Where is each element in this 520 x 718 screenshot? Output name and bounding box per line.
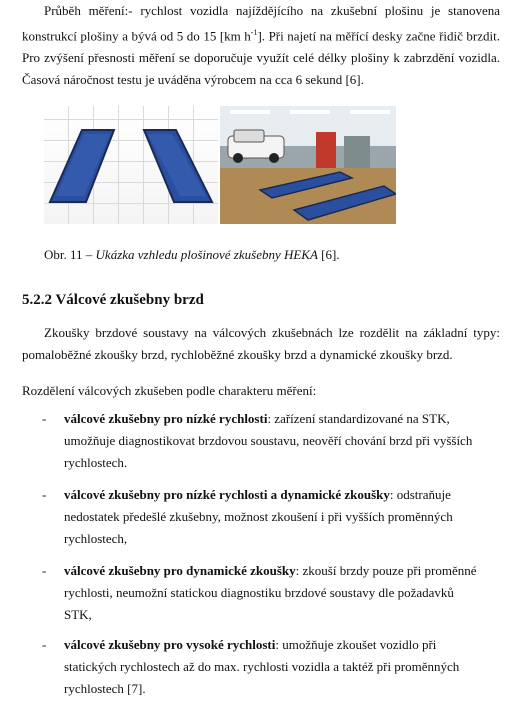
truck-wheel — [233, 153, 243, 163]
ceiling-light — [350, 110, 390, 114]
list-item-text — [64, 560, 484, 626]
superscript-unit: -1 — [250, 28, 258, 37]
paragraph-text-end: ]. Při najetí na měřící desky začne řidič brzdit. Pro zvýšení přesnosti měření se doporučuje využít celé délky plošiny k zabrzdění vozidla. Časová náročnost testu je uváděna výrobcem na cca 6 sekund [6]. — [22, 28, 500, 88]
list-item-text — [64, 484, 484, 550]
paragraph-zkousky: Zkoušky brzdové soustavy na válcových zkušebnách lze rozdělit na základní typy: pomaloběžné zkoušky brzd, rychloběžné zkoušky brzd a dynamické zkoušky brzd. — [22, 325, 500, 362]
list-item-desc: : zařízení standardizované na STK, umožňuje diagnostikovat brzdovou soustavu, neověří chování brzd při vyšších rychlostech. — [64, 411, 473, 470]
truck-wheel — [269, 153, 279, 163]
photo-platform-plates — [44, 106, 218, 224]
caption-title: Ukázka vzhledu plošinové zkušebny HEKA — [95, 247, 318, 262]
list-dash: - — [42, 487, 47, 502]
right-plate-highlight — [148, 134, 206, 196]
ceiling-light — [290, 110, 330, 114]
paragraph-rozdeleni: Rozdělení válcových zkušeben podle charakteru měření: — [22, 383, 317, 398]
list-item-term: válcové zkušebny pro dynamické zkoušky — [64, 563, 296, 578]
list-item-desc: : umožňuje zkoušet vozidlo při statických rychlostech až do max. rychlosti vozidla a taktéž při proměnných rychlostech [7]. — [64, 637, 460, 696]
figure-caption — [44, 246, 484, 264]
list-item-text — [64, 408, 484, 474]
list-dash: - — [42, 563, 47, 578]
list-item-desc: : zkouší brzdy pouze při proměnné rychlosti, neumožní statickou diagnostiku brzdové soustavy dle požadavků STK, — [64, 563, 477, 622]
truck-cabin — [234, 130, 264, 142]
list-item-desc: : odstraňuje nedostatek předešlé zkušebny, možnost zkoušení i při vyšších proměnných rychlostech, — [64, 487, 453, 546]
list-dash: - — [42, 637, 47, 652]
list-item-term: válcové zkušebny pro nízké rychlosti — [64, 411, 268, 426]
photo-workshop — [220, 106, 396, 224]
paragraph-text-start: Průběh měření:- rychlost vozidla najíždějícího na zkušební plošinu je stanovena konstrukcí plošiny a bývá od 5 do 15 [km h — [22, 3, 500, 44]
list-item-term: válcové zkušebny pro nízké rychlosti a dynamické zkoušky — [64, 487, 390, 502]
paragraph-mereni — [22, 0, 500, 91]
figure-heka-platforms — [44, 106, 396, 224]
section-heading: 5.2.2 Válcové zkušebny brzd — [22, 292, 204, 308]
tool-cabinet — [316, 132, 336, 168]
list-item-text — [64, 634, 484, 700]
list-item-term: válcové zkušebny pro vysoké rychlosti — [64, 637, 276, 652]
left-plate-highlight — [56, 134, 110, 196]
ceiling-light — [230, 110, 270, 114]
caption-suffix: [6]. — [317, 247, 340, 262]
caption-prefix: Obr. 11 – — [44, 247, 96, 262]
machine — [344, 136, 370, 168]
workshop-illustration — [220, 106, 396, 224]
platform-plates-illustration — [44, 106, 218, 224]
list-dash: - — [42, 411, 47, 426]
